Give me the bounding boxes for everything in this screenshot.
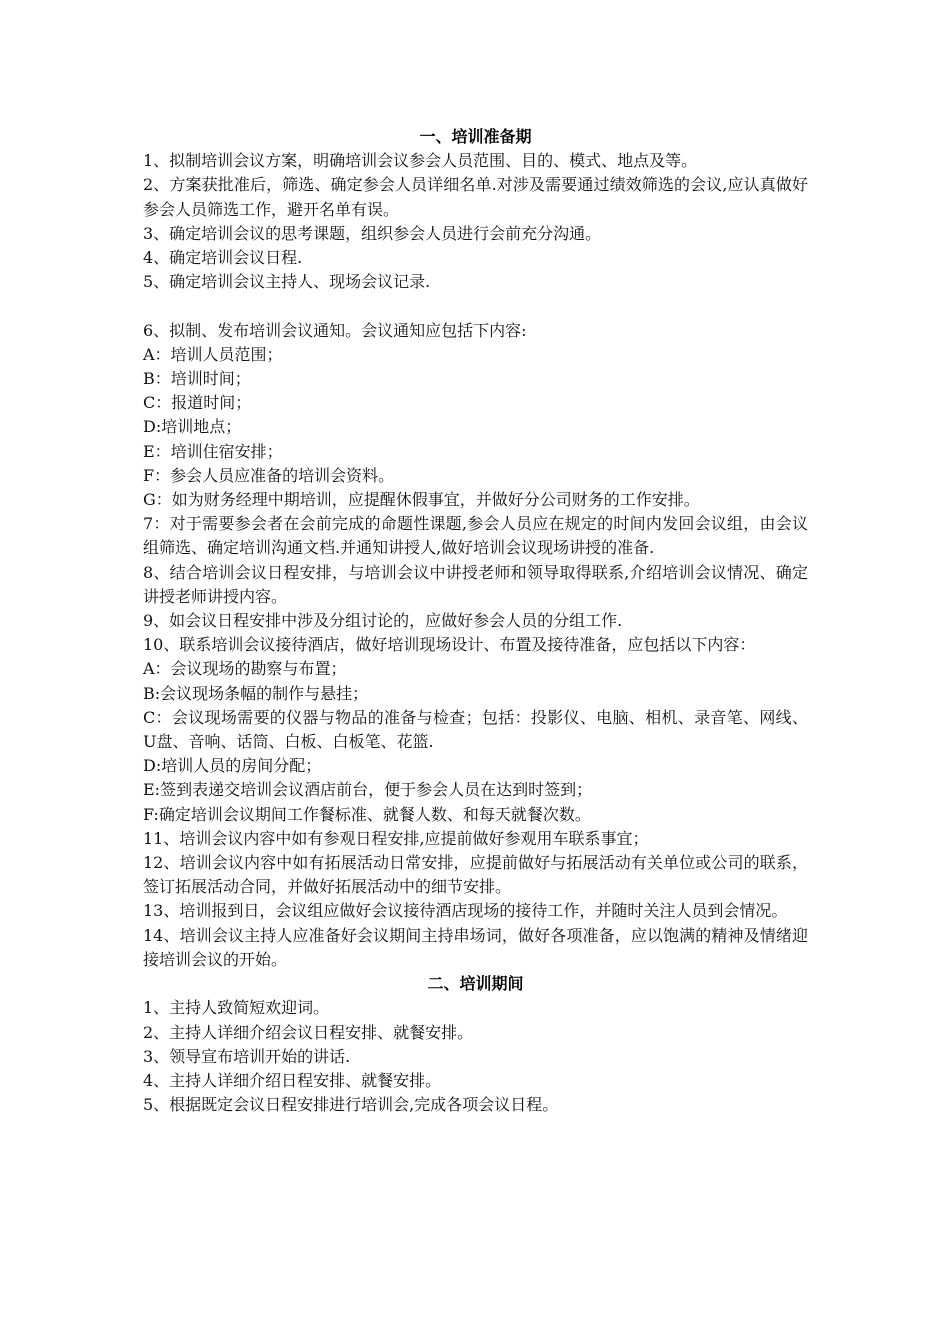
list-item: 5、根据既定会议日程安排进行培训会,完成各项会议日程。 (143, 1095, 559, 1115)
list-item: 2、主持人详细介绍会议日程安排、就餐安排。 (143, 1022, 474, 1042)
list-item: 8、结合培训会议日程安排，与培训会议中讲授老师和领导取得联系,介绍培训会议情况、确定讲授老师讲授内容。 (143, 562, 808, 606)
list-item: 13、培训报到日，会议组应做好会议接待酒店现场的接待工作，并随时关注人员到会情况。 (143, 901, 788, 921)
list-item: D:培训人员的房间分配； (143, 756, 322, 776)
list-item: A：会议现场的勘察与布置； (143, 659, 347, 679)
list-item: B:会议现场条幅的制作与悬挂； (143, 683, 369, 703)
list-item: E：培训住宿安排； (143, 441, 283, 461)
list-item: 12、培训会议内容中如有拓展活动日常安排，应提前做好与拓展活动有关单位或公司的联系，签订拓展活动合同，并做好拓展活动中的细节安排。 (143, 853, 808, 897)
list-item: C：报道时间； (143, 393, 252, 413)
list-item: 1、拟制培训会议方案，明确培训会议参会人员范围、目的、模式、地点及等。 (143, 151, 698, 171)
list-item: G：如为财务经理中期培训，应提醒休假事宜，并做好分公司财务的工作安排。 (143, 490, 700, 510)
list-item: 10、联系培训会议接待酒店，做好培训现场设计、布置及接待准备，应包括以下内容： (143, 635, 756, 655)
list-item: 7：对于需要参会者在会前完成的命题性课题,参会人员应在规定的时间内发回会议组，由会议组筛选、确定培训沟通文档.并通知讲授人,做好培训会议现场讲授的准备. (143, 514, 808, 558)
list-item: A：培训人员范围； (143, 344, 283, 364)
list-item: 2、方案获批准后，筛选、确定参会人员详细名单.对涉及需要通过绩效筛选的会议,应认真做好参会人员筛选工作，避开名单有误。 (143, 175, 808, 219)
list-item: 3、领导宣布培训开始的讲话. (143, 1046, 351, 1066)
list-item: F:确定培训会议期间工作餐标准、就餐人数、和每天就餐次数。 (143, 804, 591, 824)
list-item: 4、确定培训会议日程. (143, 248, 303, 268)
list-item: 9、如会议日程安排中涉及分组讨论的，应做好参会人员的分组工作. (143, 611, 623, 631)
list-item: D:培训地点； (143, 417, 242, 437)
list-item: 1、主持人致简短欢迎词。 (143, 998, 330, 1018)
blank-line (143, 294, 808, 318)
document-page (143, 125, 808, 1117)
list-item: E:签到表递交培训会议酒店前台，便于参会人员在达到时签到； (143, 780, 593, 800)
list-item: 3、确定培训会议的思考课题，组织参会人员进行会前充分沟通。 (143, 223, 602, 243)
list-item: 11、培训会议内容中如有参观日程安排,应提前做好参观用车联系事宜； (143, 828, 649, 848)
list-item: 6、拟制、发布培训会议通知。会议通知应包括下内容: (143, 320, 527, 340)
section2-heading: 二、培训期间 (427, 974, 524, 994)
list-item: F：参会人员应准备的培训会资料。 (143, 465, 395, 485)
list-item: B：培训时间； (143, 369, 251, 389)
list-item: 14、培训会议主持人应准备好会议期间主持串场词，做好各项准备，应以饱满的精神及情绪迎接培训会议的开始。 (143, 925, 808, 969)
list-item: 4、主持人详细介绍日程安排、就餐安排。 (143, 1070, 442, 1090)
list-item: C：会议现场需要的仪器与物品的准备与检查；包括：投影仪、电脑、相机、录音笔、网线、U盘、音响、话筒、白板、白板笔、花篮. (143, 707, 808, 752)
list-item: 5、确定培训会议主持人、现场会议记录. (143, 272, 431, 292)
section1-heading: 一、培训准备期 (419, 127, 532, 146)
